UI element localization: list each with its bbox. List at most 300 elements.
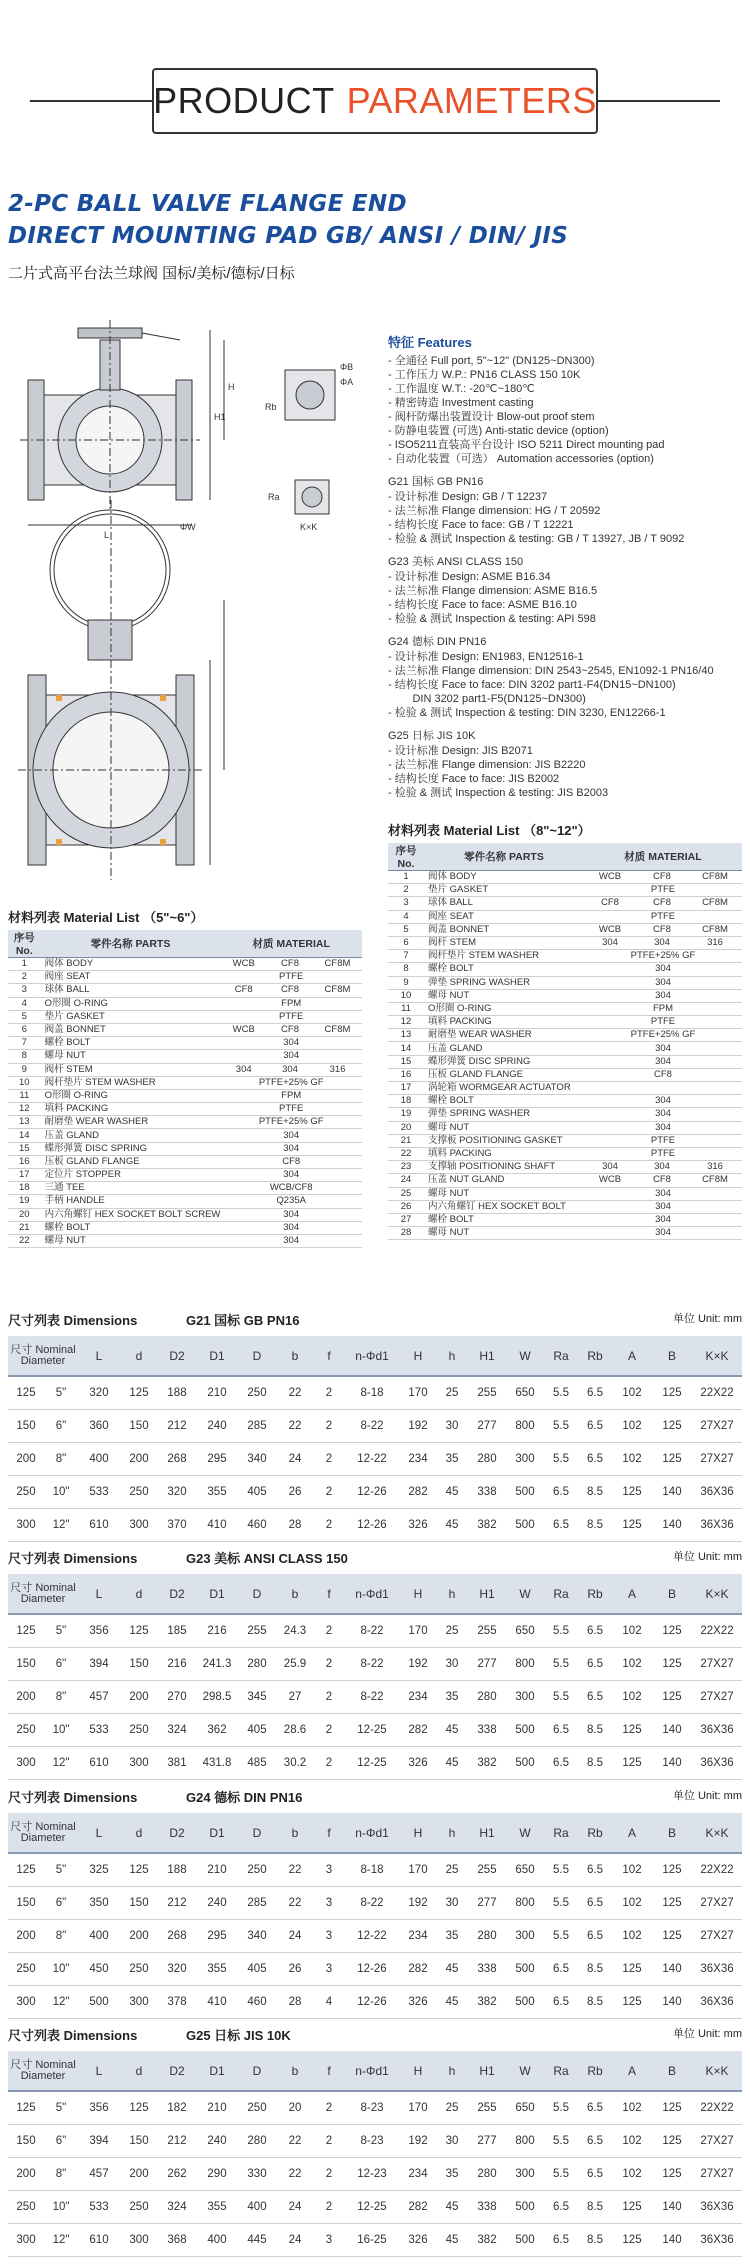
part-no: 22	[8, 1234, 41, 1247]
part-no: 21	[388, 1134, 424, 1147]
dimension-table-ansi	[8, 1574, 742, 1780]
part-material: 304	[584, 1121, 742, 1134]
dimension-cell: 22X22	[692, 1853, 742, 1886]
material-row	[388, 1121, 742, 1134]
part-material: PTFE	[584, 1016, 742, 1029]
feature-item: - ISO5211直装高平台设计 ISO 5211 Direct mounting pad	[388, 439, 665, 451]
dimension-cell: 210	[196, 1853, 238, 1886]
dimension-cell: 24.3	[276, 1614, 314, 1647]
dimension-header-row	[8, 1574, 742, 1614]
dim-unit: 单位 Unit: mm	[672, 1551, 742, 1563]
dimension-cell: 6.5	[544, 1952, 578, 1985]
dimension-cell: 405	[238, 1713, 276, 1746]
part-name: 螺母 NUT	[41, 1050, 221, 1063]
dimension-cell: 140	[652, 1985, 692, 2018]
dimension-cell: 800	[506, 1647, 544, 1680]
dimension-header: B	[652, 1813, 692, 1853]
dimension-cell: 300	[8, 1985, 44, 2018]
dimension-header: d	[120, 2051, 158, 2091]
dimension-cell: 6.5	[578, 2124, 612, 2157]
dimension-row	[8, 2091, 742, 2124]
dim-standard: G24 德标 DIN PN16	[186, 1790, 303, 1805]
dimension-cell: 410	[196, 1508, 238, 1541]
dimension-header: h	[436, 1574, 468, 1614]
dimension-row	[8, 1713, 742, 1746]
standard-item: - 法兰标准 Flange dimension: ASME B16.5	[388, 585, 598, 597]
material-row	[388, 1147, 742, 1160]
part-no: 14	[8, 1129, 41, 1142]
dimension-cell: 610	[78, 1746, 120, 1779]
dimension-header-row	[8, 2051, 742, 2091]
part-name: 阀盖 BONNET	[424, 923, 584, 936]
part-name: 垫片 GASKET	[41, 1010, 221, 1023]
dimension-cell: 8-23	[344, 2091, 400, 2124]
dimension-cell: 150	[8, 1409, 44, 1442]
dim-standard: G23 美标 ANSI CLASS 150	[186, 1551, 348, 1566]
dimension-cell: 27X27	[692, 1442, 742, 1475]
dimension-header: B	[652, 1574, 692, 1614]
dimension-header-row	[8, 1813, 742, 1853]
part-material: PTFE	[584, 1134, 742, 1147]
dimension-cell: 8-22	[344, 1680, 400, 1713]
product-title-line2: DIRECT MOUNTING PAD GB/ ANSI / DIN/ JIS	[8, 223, 569, 249]
dimension-cell: 650	[506, 1853, 544, 1886]
dimension-cell: 24	[276, 1442, 314, 1475]
dimension-cell: 300	[506, 1442, 544, 1475]
dimension-cell: 12"	[44, 1985, 78, 2018]
material-row	[388, 897, 742, 910]
dim-label: 尺寸列表 Dimensions	[8, 2028, 138, 2043]
part-name: 螺母 NUT	[41, 1234, 221, 1247]
dim-label-rb: Rb	[265, 402, 277, 412]
part-material: CF8M	[313, 958, 362, 971]
dimension-cell: 6.5	[578, 1647, 612, 1680]
part-no: 15	[8, 1142, 41, 1155]
dimension-cell: 324	[158, 2190, 196, 2223]
part-material: PTFE	[220, 1010, 362, 1023]
features-heading: 特征 Features	[388, 335, 472, 350]
dimension-cell: 460	[238, 1508, 276, 1541]
dim-unit: 单位 Unit: mm	[672, 1313, 742, 1325]
dimension-cell: 250	[8, 1713, 44, 1746]
material-row	[8, 1010, 362, 1023]
dimension-cell: 360	[78, 1409, 120, 1442]
dim-unit: 单位 Unit: mm	[672, 2028, 742, 2040]
dimension-cell: 250	[120, 2190, 158, 2223]
part-name: 阀杆垫片 STEM WASHER	[41, 1076, 221, 1089]
part-name: 填料 PACKING	[424, 1147, 584, 1160]
dimension-header: d	[120, 1813, 158, 1853]
dimension-cell: 400	[238, 2190, 276, 2223]
dimension-cell: 241.3	[196, 1647, 238, 1680]
dimension-cell: 125	[612, 1475, 652, 1508]
header-banner	[0, 0, 750, 170]
dimension-cell: 125	[612, 2223, 652, 2256]
part-no: 9	[8, 1063, 41, 1076]
dimension-cell: 27X27	[692, 2157, 742, 2190]
part-no: 2	[8, 971, 41, 984]
part-no: 10	[388, 989, 424, 1002]
dimension-header: A	[612, 1336, 652, 1376]
dimension-cell: 16-25	[344, 2223, 400, 2256]
standard-heading: G23 美标 ANSI CLASS 150	[388, 556, 524, 568]
dimension-cell: 8.5	[578, 1952, 612, 1985]
part-material: CF8M	[313, 1023, 362, 1036]
material-row	[388, 1016, 742, 1029]
dimension-cell: 326	[400, 1985, 436, 2018]
dimension-cell: 210	[196, 2091, 238, 2124]
part-material: 304	[584, 936, 636, 949]
dimension-cell: 6"	[44, 1647, 78, 1680]
part-name: O形圈 O-RING	[424, 1002, 584, 1015]
dimension-cell: 125	[652, 1409, 692, 1442]
dimension-cell: 250	[238, 1853, 276, 1886]
dimension-cell: 457	[78, 1680, 120, 1713]
material-row	[8, 958, 362, 971]
dimension-cell: 125	[652, 1442, 692, 1475]
dimension-cell: 125	[652, 1680, 692, 1713]
dimension-cell: 45	[436, 1508, 468, 1541]
dimension-cell: 2	[314, 1475, 344, 1508]
dimension-cell: 36X36	[692, 2190, 742, 2223]
part-material: 304	[220, 1129, 362, 1142]
part-name: O形圈 O-RING	[41, 997, 221, 1010]
dimension-cell: 185	[158, 1614, 196, 1647]
part-no: 3	[388, 897, 424, 910]
dimension-header: K×K	[692, 1574, 742, 1614]
standard-item: - 结构长度 Face to face: ASME B16.10	[388, 599, 577, 611]
standard-item: - 设计标准 Design: EN1983, EN12516-1	[388, 651, 584, 663]
dimension-cell: 6.5	[578, 2091, 612, 2124]
part-name: 内六角螺钉 HEX SOCKET BOLT SCREW	[41, 1208, 221, 1221]
standard-item: - 设计标准 Design: GB / T 12237	[388, 491, 548, 503]
material-row	[8, 1089, 362, 1102]
dimension-cell: 210	[196, 1376, 238, 1409]
dimension-cell: 12-22	[344, 1442, 400, 1475]
part-no: 24	[388, 1174, 424, 1187]
dimension-cell: 320	[158, 1952, 196, 1985]
dimension-cell: 394	[78, 2124, 120, 2157]
dimension-row	[8, 1442, 742, 1475]
dimension-cell: 5.5	[544, 1680, 578, 1713]
dimension-cell: 35	[436, 1919, 468, 1952]
dimension-cell: 280	[238, 2124, 276, 2157]
part-material: WCB	[584, 923, 636, 936]
dimension-cell: 356	[78, 1614, 120, 1647]
dim-label-phi-w: ΦW	[180, 522, 196, 532]
dimension-cell: 234	[400, 1919, 436, 1952]
part-material: PTFE	[584, 1147, 742, 1160]
dimension-cell: 234	[400, 2157, 436, 2190]
dimension-header: K×K	[692, 1813, 742, 1853]
part-material: CF8M	[688, 871, 742, 884]
standard-item: - 设计标准 Design: JIS B2071	[388, 745, 533, 757]
part-no: 6	[8, 1023, 41, 1036]
dimension-table-gb	[8, 1336, 742, 1542]
dimension-cell: 800	[506, 1409, 544, 1442]
dimension-cell: 460	[238, 1985, 276, 2018]
dimension-cell: 500	[506, 1713, 544, 1746]
dimension-cell: 125	[652, 1853, 692, 1886]
dimension-cell: 500	[78, 1985, 120, 2018]
dim-label: 尺寸列表 Dimensions	[8, 1313, 138, 1328]
part-material: WCB	[220, 1023, 267, 1036]
dimension-cell: 295	[196, 1919, 238, 1952]
dimension-header: L	[78, 2051, 120, 2091]
dimension-cell: 280	[468, 1680, 506, 1713]
dimension-cell: 45	[436, 1746, 468, 1779]
dimension-header: H	[400, 2051, 436, 2091]
dimension-cell: 6.5	[544, 2223, 578, 2256]
dimension-cell: 45	[436, 1713, 468, 1746]
dimension-cell: 12-22	[344, 1919, 400, 1952]
part-material: 304	[584, 1108, 742, 1121]
part-material: 304	[220, 1221, 362, 1234]
material-row	[8, 1155, 362, 1168]
dimension-cell: 30	[436, 1886, 468, 1919]
part-name: 支撑轴 POSITIONING SHAFT	[424, 1161, 584, 1174]
part-name: 弹垫 SPRING WASHER	[424, 976, 584, 989]
dimension-cell: 2	[314, 1713, 344, 1746]
part-no: 7	[388, 950, 424, 963]
dimension-header: W	[506, 1574, 544, 1614]
dimension-cell: 350	[78, 1886, 120, 1919]
dimension-header: K×K	[692, 1336, 742, 1376]
dimension-cell: 140	[652, 1746, 692, 1779]
part-name: 阀体 BODY	[424, 871, 584, 884]
material-row	[388, 936, 742, 949]
dimension-cell: 12"	[44, 1746, 78, 1779]
dimension-cell: 125	[612, 2190, 652, 2223]
dimension-cell: 182	[158, 2091, 196, 2124]
dimension-cell: 125	[8, 2091, 44, 2124]
dimension-cell: 102	[612, 2157, 652, 2190]
dimension-cell: 12-25	[344, 1713, 400, 1746]
dimension-cell: 212	[158, 1886, 196, 1919]
dim-label-h: H	[228, 382, 235, 392]
dimension-row	[8, 1508, 742, 1541]
dimension-cell: 5.5	[544, 2157, 578, 2190]
dimension-cell: 4	[314, 1985, 344, 2018]
dimension-cell: 24	[276, 2223, 314, 2256]
part-name: 阀盖 BONNET	[41, 1023, 221, 1036]
dimension-cell: 8"	[44, 2157, 78, 2190]
dimension-cell: 338	[468, 2190, 506, 2223]
dimension-cell: 102	[612, 1614, 652, 1647]
part-material: 304	[220, 1050, 362, 1063]
dimension-cell: 25.9	[276, 1647, 314, 1680]
material-list-small-title: 材料列表 Material List （5"~6"）	[8, 910, 204, 925]
part-no: 8	[8, 1050, 41, 1063]
dimension-cell: 170	[400, 1853, 436, 1886]
part-name: 阀座 SEAT	[41, 971, 221, 984]
part-name: 螺栓 BOLT	[424, 1095, 584, 1108]
part-material: 304	[584, 1055, 742, 1068]
part-material: FPM	[220, 997, 362, 1010]
dimension-cell: 200	[120, 1442, 158, 1475]
standard-section-din	[388, 635, 743, 720]
part-name: 球体 BALL	[424, 897, 584, 910]
dim-header-ansi	[8, 1548, 742, 1567]
dim-label: 尺寸列表 Dimensions	[8, 1790, 138, 1805]
dimension-cell: 140	[652, 1713, 692, 1746]
standard-item: - 法兰标准 Flange dimension: HG / T 20592	[388, 505, 601, 517]
part-material: 304	[584, 1187, 742, 1200]
dimension-cell: 338	[468, 1713, 506, 1746]
feature-item: - 自动化装置（可选） Automation accessories (option)	[388, 453, 654, 465]
dimension-header: D2	[158, 1813, 196, 1853]
dimension-cell: 150	[8, 2124, 44, 2157]
dimension-cell: 5.5	[544, 1853, 578, 1886]
dimension-cell: 250	[238, 1376, 276, 1409]
dim-header-jis	[8, 2025, 742, 2044]
dimension-header: A	[612, 2051, 652, 2091]
dimension-cell: 325	[78, 1853, 120, 1886]
dimension-cell: 125	[120, 1376, 158, 1409]
dim-unit: 单位 Unit: mm	[672, 1790, 742, 1802]
dimension-cell: 192	[400, 2124, 436, 2157]
dimension-cell: 125	[8, 1614, 44, 1647]
dimension-cell: 102	[612, 1409, 652, 1442]
dimension-row	[8, 2223, 742, 2256]
material-row	[388, 1227, 742, 1240]
dimension-cell: 610	[78, 2223, 120, 2256]
dimension-cell: 102	[612, 1919, 652, 1952]
material-row	[8, 1182, 362, 1195]
dimension-cell: 295	[196, 1442, 238, 1475]
dimension-cell: 8-22	[344, 1614, 400, 1647]
dimension-cell: 140	[652, 1475, 692, 1508]
dimension-cell: 150	[120, 1647, 158, 1680]
part-material: 304	[220, 1142, 362, 1155]
part-name: 阀杆 STEM	[424, 936, 584, 949]
dimension-cell: 3	[314, 2223, 344, 2256]
part-name: 螺栓 BOLT	[41, 1221, 221, 1234]
dimension-cell: 125	[8, 1376, 44, 1409]
part-no: 22	[388, 1147, 424, 1160]
dim-label-l: L	[104, 530, 110, 540]
part-material	[584, 1082, 742, 1095]
dimension-cell: 5.5	[544, 1647, 578, 1680]
dimension-cell: 5"	[44, 2091, 78, 2124]
part-name: 阀杆 STEM	[41, 1063, 221, 1076]
part-material: CF8M	[688, 923, 742, 936]
part-name: 三通 TEE	[41, 1182, 221, 1195]
dimension-cell: 2	[314, 1647, 344, 1680]
dimension-header: f	[314, 2051, 344, 2091]
part-name: 螺栓 BOLT	[424, 963, 584, 976]
standard-item: - 检验 & 测试 Inspection & testing: GB / T 13927, JB / T 9092	[388, 533, 685, 545]
dimension-cell: 355	[196, 2190, 238, 2223]
part-material: 304	[584, 1213, 742, 1226]
dimension-cell: 240	[196, 2124, 238, 2157]
dimension-cell: 36X36	[692, 2223, 742, 2256]
part-material: CF8	[220, 984, 267, 997]
standard-item: DIN 3202 part1-F5(DN125~DN300)	[388, 693, 586, 705]
dimension-header: H1	[468, 1574, 506, 1614]
dimension-cell: 5.5	[544, 1442, 578, 1475]
part-material: 304	[584, 1200, 742, 1213]
dimension-cell: 45	[436, 1985, 468, 2018]
dimension-cell: 6.5	[578, 1614, 612, 1647]
part-no: 12	[388, 1016, 424, 1029]
part-no: 11	[8, 1089, 41, 1102]
material-row	[388, 910, 742, 923]
dimension-cell: 22	[276, 1853, 314, 1886]
dimension-header: f	[314, 1336, 344, 1376]
dimension-header: D2	[158, 1336, 196, 1376]
dimension-header: Ra	[544, 1336, 578, 1376]
part-material: WCB/CF8	[220, 1182, 362, 1195]
dimension-cell: 150	[120, 2124, 158, 2157]
material-list-large-title: 材料列表 Material List （8"~12"）	[388, 823, 591, 838]
dimension-cell: 285	[238, 1886, 276, 1919]
dimension-cell: 22	[276, 2157, 314, 2190]
standard-item: - 结构长度 Face to face: GB / T 12221	[388, 519, 574, 531]
dimension-cell: 170	[400, 2091, 436, 2124]
dimension-cell: 125	[652, 2124, 692, 2157]
dimension-cell: 8-22	[344, 1886, 400, 1919]
features-list	[388, 354, 743, 466]
dimension-cell: 30	[436, 1409, 468, 1442]
material-row	[8, 984, 362, 997]
dimension-cell: 370	[158, 1508, 196, 1541]
part-material: CF8	[267, 1023, 313, 1036]
dim-label-ra: Ra	[268, 492, 280, 502]
dimension-cell: 102	[612, 1376, 652, 1409]
part-no: 13	[8, 1116, 41, 1129]
dimension-cell: 8-18	[344, 1376, 400, 1409]
part-material: 304	[220, 1063, 267, 1076]
dimension-cell: 125	[612, 1952, 652, 1985]
dimension-cell: 255	[468, 1376, 506, 1409]
dimension-cell: 300	[8, 1508, 44, 1541]
dimension-cell: 10"	[44, 1952, 78, 1985]
dimension-cell: 270	[158, 1680, 196, 1713]
part-material: 304	[636, 1161, 688, 1174]
dimension-cell: 410	[196, 1985, 238, 2018]
dimension-header: W	[506, 1813, 544, 1853]
dimension-cell: 22X22	[692, 1376, 742, 1409]
dimension-cell: 36X36	[692, 1985, 742, 2018]
part-material: Q235A	[220, 1195, 362, 1208]
dimension-cell: 6.5	[544, 1475, 578, 1508]
dimension-cell: 12-25	[344, 2190, 400, 2223]
dimension-cell: 5"	[44, 1853, 78, 1886]
dimension-cell: 285	[238, 1409, 276, 1442]
standard-item: - 结构长度 Face to face: DIN 3202 part1-F4(DN15~DN100)	[388, 679, 676, 691]
dimension-cell: 27X27	[692, 1409, 742, 1442]
part-material: 316	[688, 936, 742, 949]
dimension-cell: 500	[506, 2223, 544, 2256]
dimension-cell: 300	[120, 1985, 158, 2018]
part-material: 316	[313, 1063, 362, 1076]
dimension-cell: 125	[612, 1508, 652, 1541]
dimension-cell: 3	[314, 1952, 344, 1985]
material-row	[388, 1095, 742, 1108]
part-no: 11	[388, 1002, 424, 1015]
part-name: 耐磨垫 WEAR WASHER	[41, 1116, 221, 1129]
dimension-cell: 320	[78, 1376, 120, 1409]
part-no: 17	[388, 1082, 424, 1095]
dimension-cell: 6.5	[578, 1409, 612, 1442]
dimension-cell: 324	[158, 1713, 196, 1746]
dimension-cell: 24	[276, 1919, 314, 1952]
material-row	[8, 1208, 362, 1221]
dimension-cell: 6.5	[544, 1713, 578, 1746]
dimension-cell: 150	[8, 1647, 44, 1680]
dimension-cell: 277	[468, 2124, 506, 2157]
